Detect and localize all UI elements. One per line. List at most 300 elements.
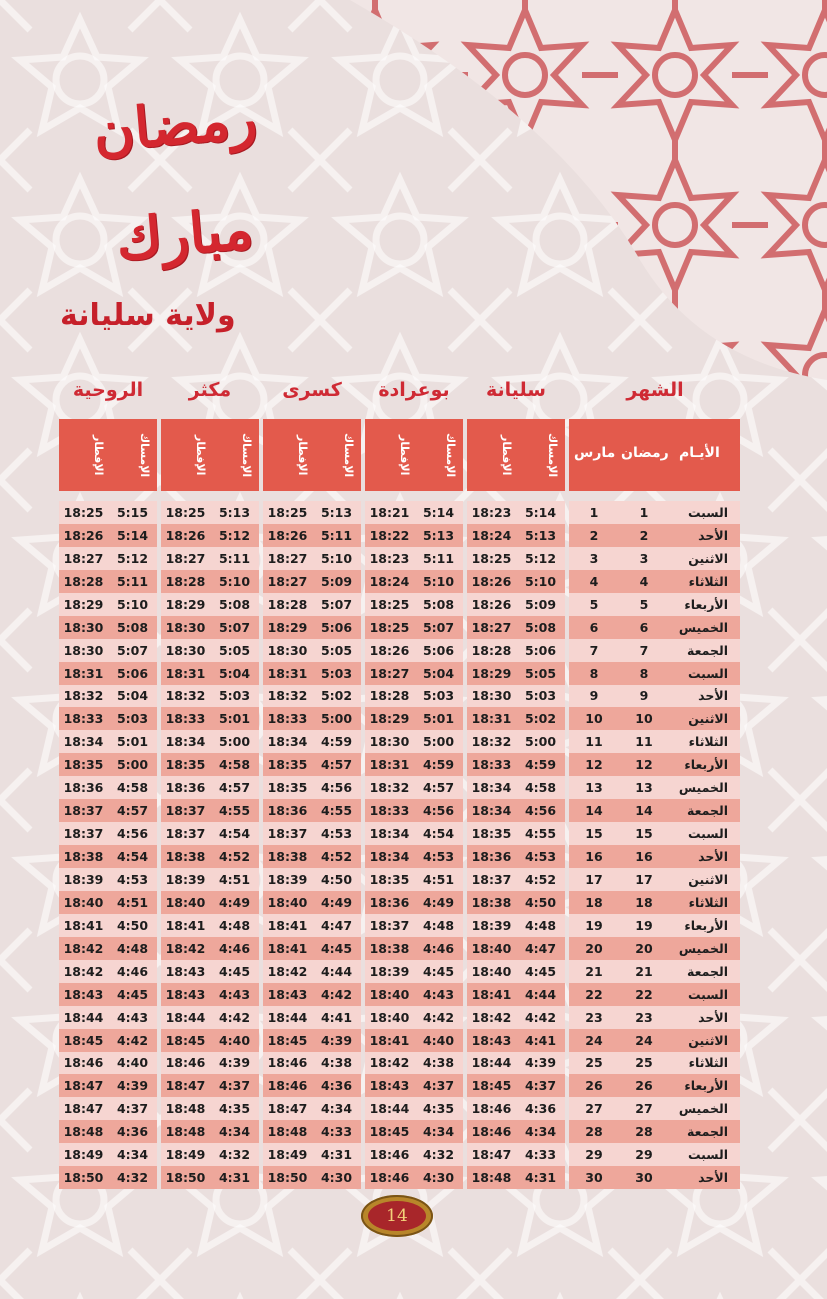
table-row (569, 1120, 740, 1143)
table-cell-makthar-imsak: 4:45 (210, 960, 259, 983)
table-cell-kesra-iftar: 18:32 (263, 685, 312, 708)
table-row (467, 1074, 565, 1097)
table-cell-rouhia-imsak: 5:01 (108, 730, 157, 753)
table-cell-ramadan: 17 (619, 868, 669, 891)
table-cell-makthar-iftar: 18:29 (161, 593, 210, 616)
table-cell-kesra-iftar: 18:35 (263, 776, 312, 799)
table-row (467, 547, 565, 570)
table-row (59, 593, 157, 616)
table-cell-makthar-imsak: 4:55 (210, 799, 259, 822)
table-row (263, 960, 361, 983)
table-row (59, 776, 157, 799)
table-cell-day-name: الاثنين (669, 868, 740, 891)
table-cell-siliana-imsak: 4:50 (516, 891, 565, 914)
table-row (161, 1143, 259, 1166)
table-row (365, 1120, 463, 1143)
table-cell-bouarada-iftar: 18:34 (365, 822, 414, 845)
days-table (569, 501, 740, 1189)
table-cell-siliana-imsak: 4:52 (516, 868, 565, 891)
header-imsak-label: الإمساك (342, 432, 355, 478)
table-cell-kesra-iftar: 18:49 (263, 1143, 312, 1166)
table-row (467, 570, 565, 593)
table-row (59, 639, 157, 662)
table-cell-ramadan: 6 (619, 616, 669, 639)
table-cell-march: 14 (569, 799, 619, 822)
table-cell-siliana-imsak: 4:44 (516, 983, 565, 1006)
table-cell-siliana-iftar: 18:32 (467, 730, 516, 753)
table-row (365, 685, 463, 708)
table-cell-march: 19 (569, 914, 619, 937)
table-cell-ramadan: 15 (619, 822, 669, 845)
table-cell-march: 20 (569, 937, 619, 960)
table-cell-siliana-iftar: 18:33 (467, 753, 516, 776)
table-row (59, 1074, 157, 1097)
table-cell-march: 2 (569, 524, 619, 547)
table-cell-rouhia-imsak: 4:37 (108, 1097, 157, 1120)
table-row (161, 822, 259, 845)
table-row (569, 937, 740, 960)
table-cell-siliana-imsak: 5:08 (516, 616, 565, 639)
table-cell-kesra-imsak: 4:39 (312, 1029, 361, 1052)
table-cell-day-name: الجمعة (669, 799, 740, 822)
table-row (59, 1052, 157, 1075)
table-cell-rouhia-imsak: 4:39 (108, 1074, 157, 1097)
table-row (365, 822, 463, 845)
table-cell-makthar-iftar: 18:26 (161, 524, 210, 547)
table-cell-siliana-imsak: 5:03 (516, 685, 565, 708)
table-row (263, 1143, 361, 1166)
table-row (569, 799, 740, 822)
table-cell-march: 24 (569, 1029, 619, 1052)
table-cell-siliana-iftar: 18:47 (467, 1143, 516, 1166)
table-row (467, 1029, 565, 1052)
header-iftar-label: الإفطار (398, 434, 411, 476)
header-iftar-label: الإفطار (194, 434, 207, 476)
table-cell-ramadan: 16 (619, 845, 669, 868)
table-cell-bouarada-iftar: 18:28 (365, 685, 414, 708)
table-cell-kesra-imsak: 4:52 (312, 845, 361, 868)
table-cell-siliana-imsak: 4:56 (516, 799, 565, 822)
table-cell-bouarada-imsak: 5:04 (414, 662, 463, 685)
table-cell-siliana-imsak: 5:13 (516, 524, 565, 547)
table-row (59, 707, 157, 730)
table-row (365, 616, 463, 639)
table-cell-makthar-imsak: 4:32 (210, 1143, 259, 1166)
table-cell-kesra-iftar: 18:39 (263, 868, 312, 891)
table-cell-makthar-iftar: 18:45 (161, 1029, 210, 1052)
table-cell-bouarada-iftar: 18:41 (365, 1029, 414, 1052)
table-cell-day-name: الأحد (669, 845, 740, 868)
table-cell-day-name: الثلاثاء (669, 891, 740, 914)
table-cell-bouarada-iftar: 18:38 (365, 937, 414, 960)
table-row (161, 501, 259, 524)
table-row (161, 1120, 259, 1143)
table-cell-kesra-imsak: 4:45 (312, 937, 361, 960)
table-cell-makthar-iftar: 18:40 (161, 891, 210, 914)
table-cell-makthar-iftar: 18:47 (161, 1074, 210, 1097)
page-number: 14 (368, 1201, 426, 1231)
table-cell-siliana-iftar: 18:35 (467, 822, 516, 845)
table-cell-day-name: الخميس (669, 616, 740, 639)
table-cell-bouarada-iftar: 18:40 (365, 983, 414, 1006)
table-cell-ramadan: 24 (619, 1029, 669, 1052)
table-row (59, 1029, 157, 1052)
page-number-badge (361, 1195, 433, 1237)
table-cell-ramadan: 13 (619, 776, 669, 799)
table-cell-bouarada-imsak: 4:37 (414, 1074, 463, 1097)
table-cell-makthar-iftar: 18:48 (161, 1120, 210, 1143)
table-cell-rouhia-iftar: 18:26 (59, 524, 108, 547)
table-cell-makthar-imsak: 4:52 (210, 845, 259, 868)
table-cell-march: 18 (569, 891, 619, 914)
table-cell-kesra-iftar: 18:47 (263, 1097, 312, 1120)
table-cell-march: 5 (569, 593, 619, 616)
city-bouarada: بوعرادة (378, 379, 450, 401)
table-row (59, 524, 157, 547)
table-row (365, 730, 463, 753)
table-cell-rouhia-imsak: 5:11 (108, 570, 157, 593)
table-cell-rouhia-imsak: 5:06 (108, 662, 157, 685)
table-cell-day-name: الخميس (669, 937, 740, 960)
table-row (161, 937, 259, 960)
table-cell-makthar-imsak: 4:54 (210, 822, 259, 845)
table-row (263, 662, 361, 685)
table-cell-day-name: السبت (669, 822, 740, 845)
table-cell-makthar-iftar: 18:27 (161, 547, 210, 570)
table-cell-ramadan: 27 (619, 1097, 669, 1120)
table-row (161, 1166, 259, 1189)
table-cell-kesra-imsak: 5:06 (312, 616, 361, 639)
table-cell-makthar-iftar: 18:30 (161, 639, 210, 662)
table-row (161, 753, 259, 776)
table-row (161, 914, 259, 937)
table-row (263, 524, 361, 547)
table-cell-bouarada-imsak: 4:43 (414, 983, 463, 1006)
table-cell-rouhia-iftar: 18:49 (59, 1143, 108, 1166)
table-row (467, 707, 565, 730)
table-cell-march: 23 (569, 1006, 619, 1029)
table-cell-siliana-iftar: 18:46 (467, 1120, 516, 1143)
table-row (263, 914, 361, 937)
table-cell-bouarada-iftar: 18:25 (365, 593, 414, 616)
table-cell-rouhia-imsak: 5:03 (108, 707, 157, 730)
table-cell-makthar-iftar: 18:49 (161, 1143, 210, 1166)
table-row (263, 547, 361, 570)
table-cell-kesra-imsak: 4:57 (312, 753, 361, 776)
table-cell-rouhia-imsak: 4:57 (108, 799, 157, 822)
table-cell-day-name: السبت (669, 983, 740, 1006)
table-cell-makthar-imsak: 4:48 (210, 914, 259, 937)
table-row (365, 570, 463, 593)
table-cell-kesra-iftar: 18:25 (263, 501, 312, 524)
table-cell-siliana-imsak: 5:10 (516, 570, 565, 593)
table-cell-siliana-imsak: 4:41 (516, 1029, 565, 1052)
table-cell-makthar-imsak: 4:46 (210, 937, 259, 960)
table-cell-rouhia-imsak: 4:54 (108, 845, 157, 868)
table-cell-makthar-imsak: 5:11 (210, 547, 259, 570)
table-cell-siliana-iftar: 18:40 (467, 937, 516, 960)
table-cell-siliana-iftar: 18:45 (467, 1074, 516, 1097)
table-row (59, 1166, 157, 1189)
table-row (569, 960, 740, 983)
table-cell-siliana-imsak: 4:39 (516, 1052, 565, 1075)
table-cell-makthar-iftar: 18:36 (161, 776, 210, 799)
table-cell-siliana-imsak: 5:00 (516, 730, 565, 753)
table-row (263, 891, 361, 914)
table-cell-siliana-imsak: 4:37 (516, 1074, 565, 1097)
table-cell-makthar-iftar: 18:48 (161, 1097, 210, 1120)
table-cell-siliana-iftar: 18:37 (467, 868, 516, 891)
table-row (467, 524, 565, 547)
table-cell-siliana-iftar: 18:43 (467, 1029, 516, 1052)
table-cell-day-name: الأحد (669, 1166, 740, 1189)
table-cell-bouarada-iftar: 18:27 (365, 662, 414, 685)
table-cell-march: 22 (569, 983, 619, 1006)
table-cell-march: 16 (569, 845, 619, 868)
table-cell-rouhia-imsak: 4:43 (108, 1006, 157, 1029)
table-row (59, 799, 157, 822)
table-cell-makthar-imsak: 5:10 (210, 570, 259, 593)
table-row (569, 1074, 740, 1097)
table-row (467, 891, 565, 914)
table-cell-day-name: الأربعاء (669, 593, 740, 616)
table-cell-bouarada-iftar: 18:40 (365, 1006, 414, 1029)
table-row (161, 960, 259, 983)
table-cell-kesra-iftar: 18:43 (263, 983, 312, 1006)
table-cell-march: 1 (569, 501, 619, 524)
table-row (467, 937, 565, 960)
table-cell-rouhia-iftar: 18:48 (59, 1120, 108, 1143)
table-cell-ramadan: 1 (619, 501, 669, 524)
table-row (365, 753, 463, 776)
table-cell-makthar-imsak: 4:51 (210, 868, 259, 891)
table-cell-bouarada-imsak: 5:00 (414, 730, 463, 753)
table-cell-rouhia-imsak: 5:15 (108, 501, 157, 524)
table-cell-kesra-iftar: 18:44 (263, 1006, 312, 1029)
table-cell-kesra-iftar: 18:46 (263, 1074, 312, 1097)
table-cell-rouhia-imsak: 4:48 (108, 937, 157, 960)
table-row (59, 983, 157, 1006)
table-cell-bouarada-imsak: 4:34 (414, 1120, 463, 1143)
table-cell-makthar-imsak: 4:43 (210, 983, 259, 1006)
table-row (161, 524, 259, 547)
table-cell-siliana-imsak: 4:55 (516, 822, 565, 845)
table-cell-rouhia-iftar: 18:29 (59, 593, 108, 616)
table-row (59, 1143, 157, 1166)
table-cell-kesra-iftar: 18:46 (263, 1052, 312, 1075)
table-cell-ramadan: 12 (619, 753, 669, 776)
table-cell-rouhia-iftar: 18:42 (59, 937, 108, 960)
table-row (467, 1006, 565, 1029)
page-title: ولاية سليانة (60, 298, 236, 333)
table-row (161, 983, 259, 1006)
table-cell-kesra-iftar: 18:50 (263, 1166, 312, 1189)
table-row (263, 753, 361, 776)
table-cell-kesra-imsak: 5:13 (312, 501, 361, 524)
table-cell-ramadan: 5 (619, 593, 669, 616)
table-row (263, 501, 361, 524)
table-cell-rouhia-imsak: 4:51 (108, 891, 157, 914)
table-row (569, 776, 740, 799)
table-cell-bouarada-iftar: 18:42 (365, 1052, 414, 1075)
table-row (365, 868, 463, 891)
table-cell-march: 6 (569, 616, 619, 639)
table-cell-kesra-iftar: 18:34 (263, 730, 312, 753)
table-cell-siliana-imsak: 5:02 (516, 707, 565, 730)
header-imsak-label: الإمساك (138, 432, 151, 478)
table-cell-bouarada-iftar: 18:39 (365, 960, 414, 983)
table-cell-siliana-imsak: 5:14 (516, 501, 565, 524)
table-cell-bouarada-imsak: 4:45 (414, 960, 463, 983)
table-cell-ramadan: 11 (619, 730, 669, 753)
table-cell-makthar-imsak: 5:05 (210, 639, 259, 662)
table-cell-kesra-iftar: 18:42 (263, 960, 312, 983)
table-row (59, 937, 157, 960)
table-cell-day-name: الأحد (669, 1006, 740, 1029)
table-cell-kesra-imsak: 5:09 (312, 570, 361, 593)
table-cell-rouhia-iftar: 18:46 (59, 1052, 108, 1075)
table-row (365, 983, 463, 1006)
table-cell-kesra-iftar: 18:40 (263, 891, 312, 914)
table-cell-siliana-iftar: 18:44 (467, 1052, 516, 1075)
table-row (161, 593, 259, 616)
table-cell-march: 9 (569, 685, 619, 708)
table-cell-makthar-iftar: 18:41 (161, 914, 210, 937)
table-row (161, 776, 259, 799)
table-cell-rouhia-iftar: 18:27 (59, 547, 108, 570)
table-cell-bouarada-imsak: 4:59 (414, 753, 463, 776)
table-row (365, 1074, 463, 1097)
table-row (569, 1029, 740, 1052)
table-cell-rouhia-iftar: 18:44 (59, 1006, 108, 1029)
table-row (263, 570, 361, 593)
header-siliana-box (467, 419, 565, 491)
table-cell-kesra-imsak: 4:59 (312, 730, 361, 753)
table-cell-ramadan: 8 (619, 662, 669, 685)
table-row (365, 914, 463, 937)
table-cell-makthar-iftar: 18:33 (161, 707, 210, 730)
table-cell-siliana-imsak: 5:05 (516, 662, 565, 685)
table-cell-siliana-iftar: 18:41 (467, 983, 516, 1006)
city-siliana: سليانة (486, 379, 546, 401)
table-row (569, 547, 740, 570)
table-row (365, 1166, 463, 1189)
table-row (365, 776, 463, 799)
table-cell-rouhia-iftar: 18:38 (59, 845, 108, 868)
table-row (569, 1052, 740, 1075)
table-cell-ramadan: 9 (619, 685, 669, 708)
table-cell-kesra-imsak: 4:30 (312, 1166, 361, 1189)
table-cell-march: 26 (569, 1074, 619, 1097)
table-row (365, 1029, 463, 1052)
table-row (59, 730, 157, 753)
table-cell-ramadan: 26 (619, 1074, 669, 1097)
table-row (569, 501, 740, 524)
table-cell-day-name: الجمعة (669, 960, 740, 983)
table-cell-ramadan: 4 (619, 570, 669, 593)
table-cell-makthar-iftar: 18:43 (161, 960, 210, 983)
table-cell-bouarada-imsak: 4:54 (414, 822, 463, 845)
table-row (365, 524, 463, 547)
table-cell-makthar-imsak: 5:12 (210, 524, 259, 547)
table-cell-ramadan: 23 (619, 1006, 669, 1029)
table-cell-makthar-iftar: 18:42 (161, 937, 210, 960)
table-cell-rouhia-imsak: 5:00 (108, 753, 157, 776)
table-cell-makthar-imsak: 4:35 (210, 1097, 259, 1120)
table-cell-siliana-iftar: 18:30 (467, 685, 516, 708)
table-cell-siliana-iftar: 18:31 (467, 707, 516, 730)
table-row (263, 685, 361, 708)
table-cell-siliana-imsak: 4:36 (516, 1097, 565, 1120)
table-row (569, 707, 740, 730)
table-cell-siliana-iftar: 18:39 (467, 914, 516, 937)
table-row (263, 1052, 361, 1075)
table-row (467, 616, 565, 639)
table-cell-kesra-imsak: 4:55 (312, 799, 361, 822)
city-makthar: مكثر (188, 379, 232, 401)
table-cell-rouhia-imsak: 5:12 (108, 547, 157, 570)
table-cell-bouarada-imsak: 5:07 (414, 616, 463, 639)
table-cell-rouhia-iftar: 18:33 (59, 707, 108, 730)
table-cell-day-name: الأربعاء (669, 914, 740, 937)
table-cell-bouarada-imsak: 4:49 (414, 891, 463, 914)
table-cell-siliana-iftar: 18:34 (467, 776, 516, 799)
table-row (263, 1097, 361, 1120)
table-cell-bouarada-imsak: 4:30 (414, 1166, 463, 1189)
table-cell-rouhia-iftar: 18:50 (59, 1166, 108, 1189)
bouarada-table (365, 501, 463, 1189)
table-cell-makthar-iftar: 18:35 (161, 753, 210, 776)
table-cell-siliana-imsak: 5:06 (516, 639, 565, 662)
table-row (365, 662, 463, 685)
table-cell-march: 29 (569, 1143, 619, 1166)
table-row (365, 937, 463, 960)
table-row (263, 799, 361, 822)
table-cell-rouhia-iftar: 18:37 (59, 822, 108, 845)
table-row (263, 593, 361, 616)
table-cell-bouarada-imsak: 4:42 (414, 1006, 463, 1029)
table-cell-day-name: الثلاثاء (669, 570, 740, 593)
table-cell-siliana-iftar: 18:36 (467, 845, 516, 868)
table-cell-makthar-imsak: 4:49 (210, 891, 259, 914)
table-cell-siliana-iftar: 18:25 (467, 547, 516, 570)
table-cell-march: 11 (569, 730, 619, 753)
table-cell-bouarada-imsak: 4:57 (414, 776, 463, 799)
table-cell-day-name: الأحد (669, 685, 740, 708)
table-cell-kesra-imsak: 5:11 (312, 524, 361, 547)
table-row (161, 616, 259, 639)
table-row (365, 593, 463, 616)
table-row (59, 685, 157, 708)
table-cell-bouarada-iftar: 18:21 (365, 501, 414, 524)
table-row (263, 616, 361, 639)
table-row (569, 593, 740, 616)
table-row (569, 639, 740, 662)
table-cell-rouhia-iftar: 18:47 (59, 1097, 108, 1120)
table-cell-makthar-iftar: 18:39 (161, 868, 210, 891)
table-row (263, 639, 361, 662)
table-row (161, 1029, 259, 1052)
table-cell-makthar-imsak: 4:40 (210, 1029, 259, 1052)
table-cell-makthar-imsak: 4:37 (210, 1074, 259, 1097)
table-cell-march: 17 (569, 868, 619, 891)
table-cell-ramadan: 28 (619, 1120, 669, 1143)
table-cell-march: 27 (569, 1097, 619, 1120)
table-row (569, 891, 740, 914)
table-row (161, 799, 259, 822)
table-cell-kesra-iftar: 18:29 (263, 616, 312, 639)
table-cell-ramadan: 25 (619, 1052, 669, 1075)
